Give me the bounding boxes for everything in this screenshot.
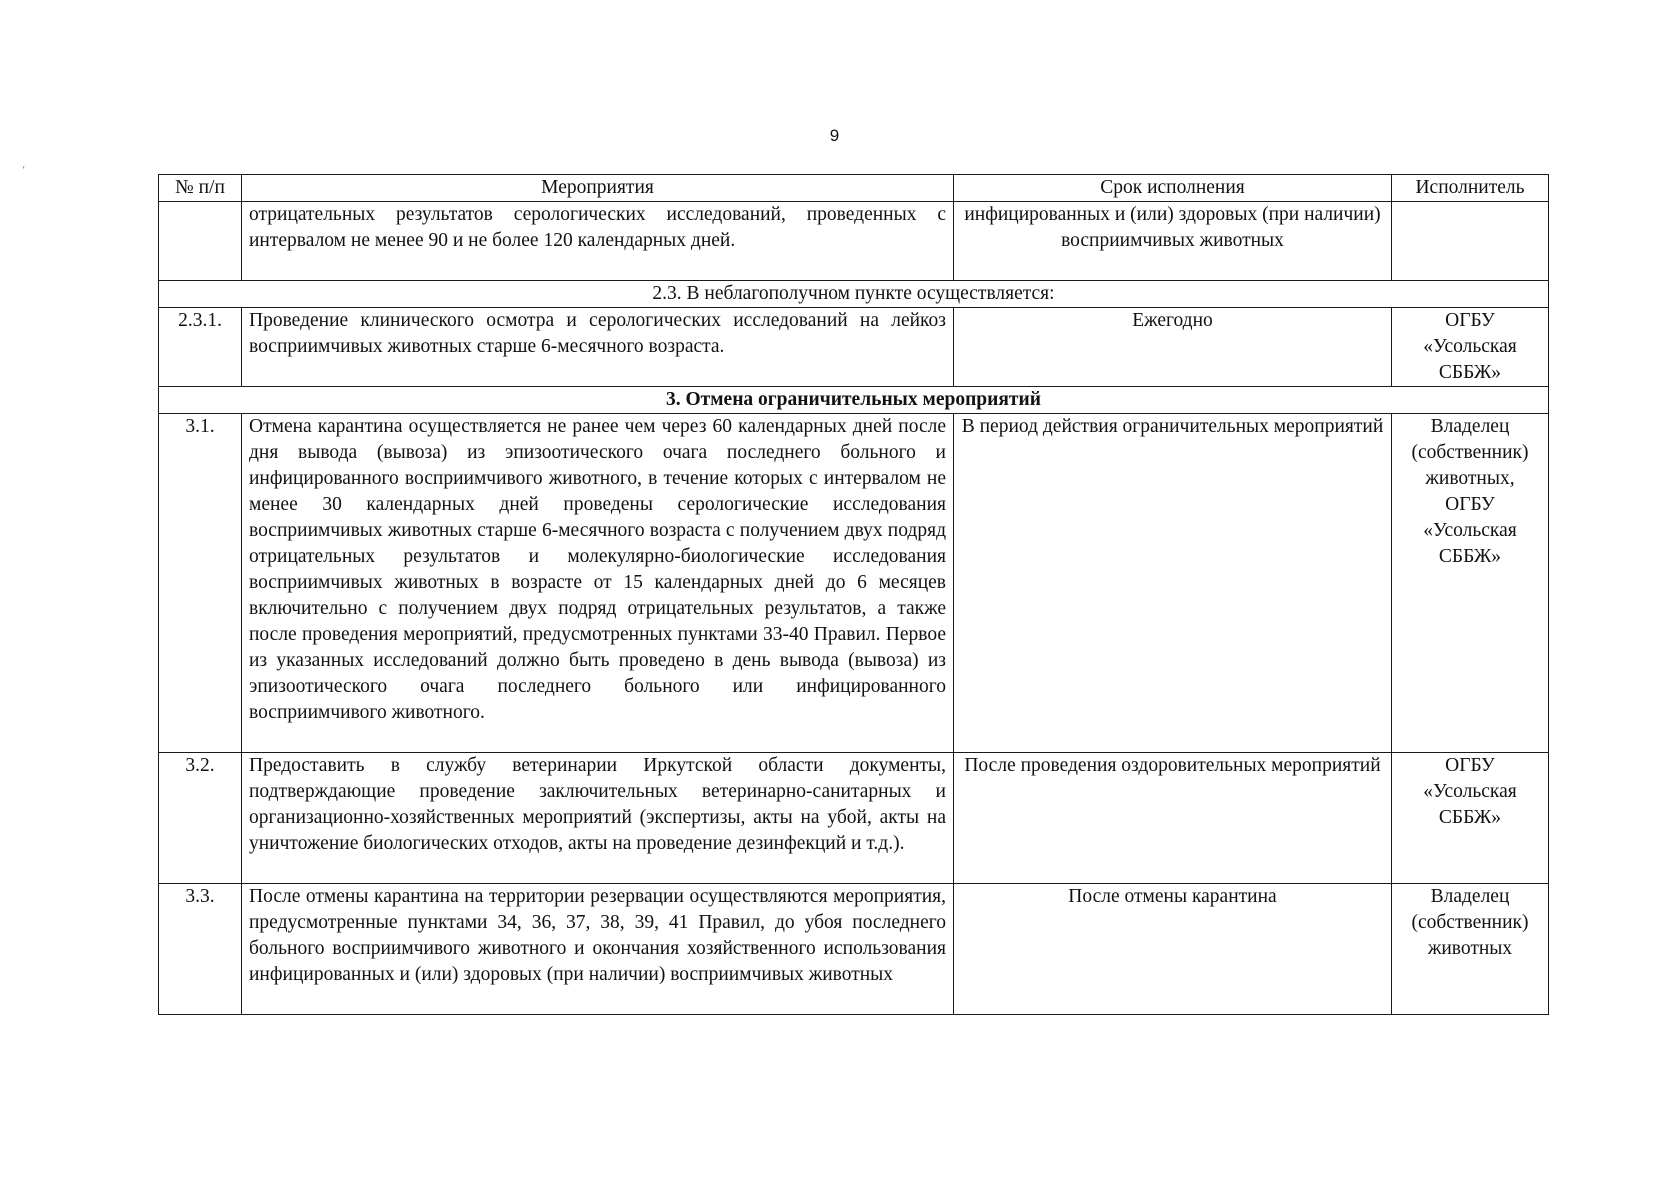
cell-executor: Владелец (собственник) животных bbox=[1392, 884, 1549, 1015]
cell-term: В период действия ограничительных мероприятий bbox=[954, 414, 1392, 753]
cell-num: 2.3.1. bbox=[159, 308, 242, 387]
cell-executor: ОГБУ «Усольская СББЖ» bbox=[1392, 753, 1549, 884]
table-row-3-3 bbox=[159, 884, 1549, 1015]
cell-num bbox=[159, 202, 242, 281]
table-row-3-1 bbox=[159, 414, 1549, 753]
cell-executor bbox=[1392, 202, 1549, 281]
cell-activity: Предоставить в службу ветеринарии Иркутской области документы, подтверждающие проведение заключительных ветеринарно-санитарных и организационно-хозяйственных мероприятий (экспертизы, акты на убой, акты на уничтожение биологических отходов, акты на проведение дезинфекций и т.д.). bbox=[242, 753, 954, 884]
section-row-2-3 bbox=[159, 281, 1549, 308]
cell-activity: После отмены карантина на территории резервации осуществляются мероприятия, предусмотренные пунктами 34, 36, 37, 38, 39, 41 Правил, до убоя последнего больного восприимчивого животного и окончания хозяйственного использования инфицированных и (или) здоровых (при наличии) восприимчивых животных bbox=[242, 884, 954, 1015]
section-heading-3: 3. Отмена ограничительных мероприятий bbox=[159, 387, 1549, 414]
header-executor: Исполнитель bbox=[1392, 175, 1549, 202]
page-number: 9 bbox=[829, 126, 840, 145]
cell-term: После отмены карантина bbox=[954, 884, 1392, 1015]
cell-executor: Владелец (собственник) животных, ОГБУ «Усольская СББЖ» bbox=[1392, 414, 1549, 753]
cell-term: Ежегодно bbox=[954, 308, 1392, 387]
cell-num: 3.2. bbox=[159, 753, 242, 884]
cell-num: 3.3. bbox=[159, 884, 242, 1015]
cell-activity: Проведение клинического осмотра и серологических исследований на лейкоз восприимчивых животных старше 6-месячного возраста. bbox=[242, 308, 954, 387]
table-row-2-3-1 bbox=[159, 308, 1549, 387]
measures-table bbox=[158, 174, 1549, 1015]
table-header-row bbox=[159, 175, 1549, 202]
section-row-3 bbox=[159, 387, 1549, 414]
cell-term: инфицированных и (или) здоровых (при наличии) восприимчивых животных bbox=[954, 202, 1392, 281]
table-row-continuation bbox=[159, 202, 1549, 281]
table-row-3-2 bbox=[159, 753, 1549, 884]
header-term: Срок исполнения bbox=[954, 175, 1392, 202]
cell-executor: ОГБУ «Усольская СББЖ» bbox=[1392, 308, 1549, 387]
header-num: № п/п bbox=[159, 175, 242, 202]
cell-activity: Отмена карантина осуществляется не ранее чем через 60 календарных дней после дня вывода (вывоза) из эпизоотического очага последнего больного и инфицированного восприимчивого животного, в течение которых с интервалом не менее 30 календарных дней проведены серологические исследования восприимчивых животных старше 6-месячного возраста с получением двух подряд отрицательных результатов и молекулярно-биологические исследования восприимчивых животных в возрасте от 15 календарных дней до 6 месяцев включительно с получением двух подряд отрицательных результатов, а также после проведения мероприятий, предусмотренных пунктами 33-40 Правил. Первое из указанных исследований должно быть проведено в день вывода (вывоза) из эпизоотического очага последнего больного или инфицированного восприимчивого животного. bbox=[242, 414, 954, 753]
cell-activity: отрицательных результатов серологических исследований, проведенных с интервалом не менее 90 и не более 120 календарных дней. bbox=[242, 202, 954, 281]
header-activities: Мероприятия bbox=[242, 175, 954, 202]
cell-term: После проведения оздоровительных мероприятий bbox=[954, 753, 1392, 884]
scan-artifact-mark: ‘ bbox=[22, 165, 26, 176]
cell-num: 3.1. bbox=[159, 414, 242, 753]
section-heading-2-3: 2.3. В неблагополучном пункте осуществляется: bbox=[159, 281, 1549, 308]
